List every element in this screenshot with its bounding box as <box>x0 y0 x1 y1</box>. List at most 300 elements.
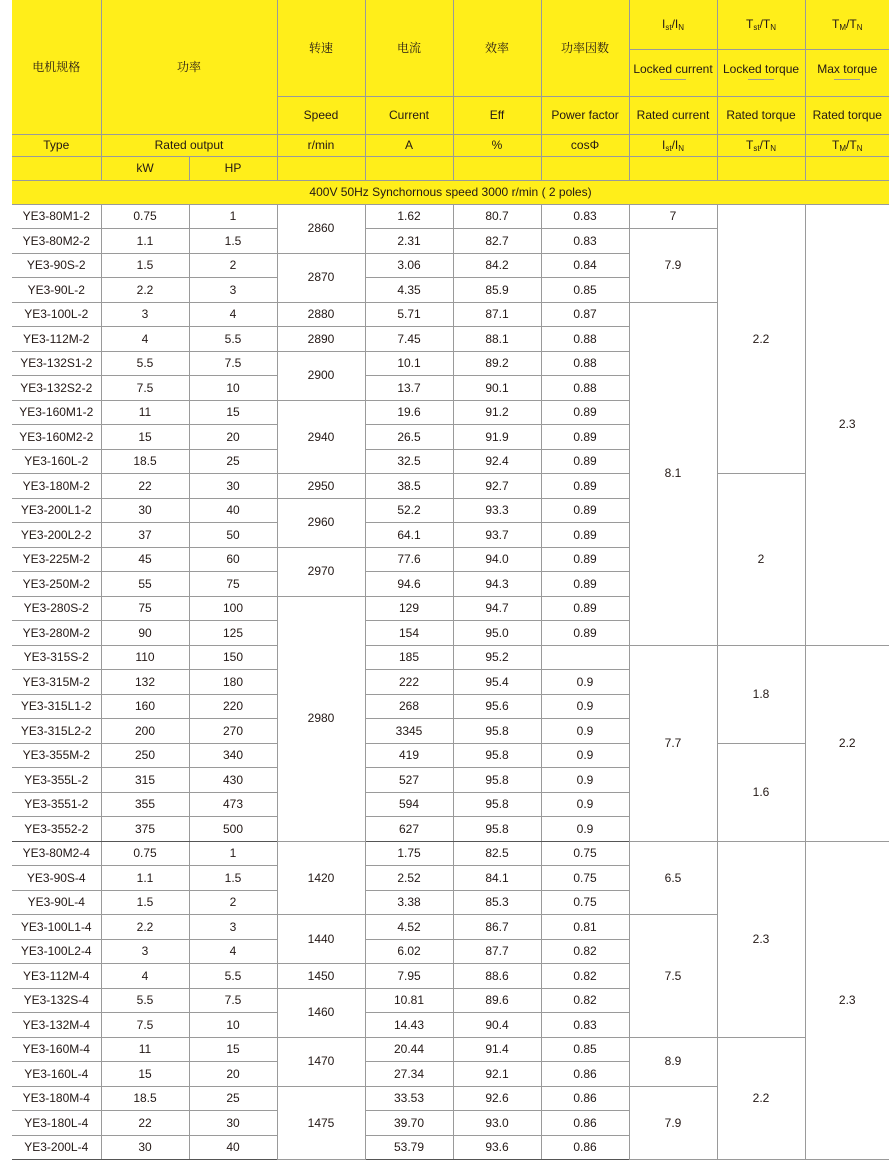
header-eff-en: Eff <box>453 96 541 134</box>
cell-hp: 1.5 <box>189 866 277 891</box>
cell-hp: 5.5 <box>189 327 277 352</box>
cell-kw: 250 <box>101 743 189 768</box>
cell-speed: 1450 <box>277 964 365 989</box>
cell-current: 20.44 <box>365 1037 453 1062</box>
cell-hp: 125 <box>189 621 277 646</box>
header-blank <box>541 156 629 180</box>
cell-kw: 7.5 <box>101 376 189 401</box>
cell-max-torque: 2.3 <box>805 204 889 645</box>
cell-model: YE3-180L-4 <box>12 1111 101 1136</box>
cell-hp: 10 <box>189 376 277 401</box>
cell-locked-torque: 1.6 <box>717 743 805 841</box>
cell-hp: 5.5 <box>189 964 277 989</box>
cell-model: YE3-160M-4 <box>12 1037 101 1062</box>
cell-eff: 89.6 <box>453 988 541 1013</box>
cell-current: 7.95 <box>365 964 453 989</box>
header-rated-torque-max: Rated torque <box>805 96 889 134</box>
header-blank <box>805 156 889 180</box>
cell-kw: 1.5 <box>101 890 189 915</box>
cell-model: YE3-80M2-2 <box>12 229 101 254</box>
cell-power-factor: 0.9 <box>541 792 629 817</box>
cell-locked-torque: 1.8 <box>717 645 805 743</box>
cell-eff: 86.7 <box>453 915 541 940</box>
cell-eff: 88.6 <box>453 964 541 989</box>
cell-power-factor: 0.75 <box>541 866 629 891</box>
cell-eff: 95.8 <box>453 792 541 817</box>
cell-hp: 25 <box>189 1086 277 1111</box>
cell-model: YE3-200L-4 <box>12 1135 101 1160</box>
cell-current: 64.1 <box>365 523 453 548</box>
cell-eff: 95.4 <box>453 670 541 695</box>
table-row <box>12 841 889 866</box>
cell-hp: 340 <box>189 743 277 768</box>
cell-model: YE3-200L1-2 <box>12 498 101 523</box>
cell-eff: 93.6 <box>453 1135 541 1160</box>
cell-model: YE3-160M2-2 <box>12 425 101 450</box>
cell-hp: 40 <box>189 498 277 523</box>
cell-kw: 1.5 <box>101 253 189 278</box>
cell-eff: 95.8 <box>453 817 541 842</box>
cell-current: 10.81 <box>365 988 453 1013</box>
cell-model: YE3-132S2-2 <box>12 376 101 401</box>
cell-current: 185 <box>365 645 453 670</box>
cell-current: 77.6 <box>365 547 453 572</box>
cell-eff: 91.4 <box>453 1037 541 1062</box>
cell-current: 53.79 <box>365 1135 453 1160</box>
cell-hp: 20 <box>189 425 277 450</box>
cell-kw: 355 <box>101 792 189 817</box>
cell-eff: 85.9 <box>453 278 541 303</box>
cell-current: 627 <box>365 817 453 842</box>
cell-model: YE3-180M-2 <box>12 474 101 499</box>
cell-speed: 2960 <box>277 498 365 547</box>
cell-kw: 110 <box>101 645 189 670</box>
cell-kw: 90 <box>101 621 189 646</box>
header-blank <box>453 156 541 180</box>
header-blank <box>629 156 717 180</box>
cell-kw: 3 <box>101 302 189 327</box>
cell-current: 4.52 <box>365 915 453 940</box>
cell-hp: 220 <box>189 694 277 719</box>
cell-kw: 200 <box>101 719 189 744</box>
cell-kw: 18.5 <box>101 449 189 474</box>
cell-eff: 92.6 <box>453 1086 541 1111</box>
cell-model: YE3-112M-4 <box>12 964 101 989</box>
cell-current: 5.71 <box>365 302 453 327</box>
cell-kw: 4 <box>101 964 189 989</box>
header-eff-unit: % <box>453 134 541 156</box>
table-row <box>12 1037 889 1062</box>
header-current-en: Current <box>365 96 453 134</box>
cell-locked-current: 7.9 <box>629 229 717 303</box>
cell-current: 26.5 <box>365 425 453 450</box>
cell-model: YE3-90S-4 <box>12 866 101 891</box>
speed-band: 400V 50Hz Synchornous speed 3000 r/min ( 2 poles) <box>12 180 889 204</box>
cell-power-factor: 0.89 <box>541 547 629 572</box>
cell-power-factor: 0.88 <box>541 376 629 401</box>
cell-kw: 11 <box>101 400 189 425</box>
cell-eff: 95.8 <box>453 719 541 744</box>
cell-eff: 93.3 <box>453 498 541 523</box>
table-body <box>12 204 889 1160</box>
motor-spec-table <box>12 0 889 1160</box>
header-speed-en: Speed <box>277 96 365 134</box>
cell-power-factor: 0.82 <box>541 939 629 964</box>
cell-eff: 94.7 <box>453 596 541 621</box>
cell-hp: 150 <box>189 645 277 670</box>
cell-locked-torque: 2.2 <box>717 1037 805 1160</box>
cell-kw: 15 <box>101 1062 189 1087</box>
cell-eff: 94.3 <box>453 572 541 597</box>
cell-speed: 1440 <box>277 915 365 964</box>
cell-model: YE3-160M1-2 <box>12 400 101 425</box>
header-locked-torque: Locked torque <box>717 49 805 96</box>
header-blank <box>277 156 365 180</box>
cell-current: 39.70 <box>365 1111 453 1136</box>
cell-model: YE3-90L-4 <box>12 890 101 915</box>
cell-eff: 89.2 <box>453 351 541 376</box>
cell-current: 19.6 <box>365 400 453 425</box>
cell-kw: 2.2 <box>101 278 189 303</box>
cell-current: 27.34 <box>365 1062 453 1087</box>
cell-eff: 91.9 <box>453 425 541 450</box>
cell-power-factor: 0.83 <box>541 1013 629 1038</box>
cell-eff: 85.3 <box>453 890 541 915</box>
cell-power-factor: 0.89 <box>541 425 629 450</box>
cell-power-factor: 0.89 <box>541 596 629 621</box>
cell-power-factor: 0.86 <box>541 1086 629 1111</box>
cell-power-factor: 0.86 <box>541 1135 629 1160</box>
cell-eff: 92.4 <box>453 449 541 474</box>
cell-power-factor: 0.85 <box>541 1037 629 1062</box>
cell-model: YE3-80M1-2 <box>12 204 101 229</box>
cell-kw: 5.5 <box>101 351 189 376</box>
cell-kw: 75 <box>101 596 189 621</box>
cell-locked-current: 8.9 <box>629 1037 717 1086</box>
cell-hp: 3 <box>189 278 277 303</box>
cell-power-factor: 0.88 <box>541 351 629 376</box>
cell-kw: 315 <box>101 768 189 793</box>
cell-locked-torque: 2 <box>717 474 805 646</box>
cell-kw: 22 <box>101 1111 189 1136</box>
cell-kw: 30 <box>101 1135 189 1160</box>
cell-locked-torque: 2.2 <box>717 204 805 474</box>
cell-current: 33.53 <box>365 1086 453 1111</box>
cell-model: YE3-355M-2 <box>12 743 101 768</box>
cell-power-factor: 0.83 <box>541 204 629 229</box>
cell-current: 1.62 <box>365 204 453 229</box>
cell-hp: 10 <box>189 1013 277 1038</box>
cell-model: YE3-280S-2 <box>12 596 101 621</box>
header-tm-unit: TM/TN <box>805 134 889 156</box>
cell-eff: 84.1 <box>453 866 541 891</box>
cell-power-factor: 0.9 <box>541 719 629 744</box>
cell-current: 38.5 <box>365 474 453 499</box>
cell-current: 6.02 <box>365 939 453 964</box>
cell-eff: 95.2 <box>453 645 541 670</box>
cell-hp: 7.5 <box>189 988 277 1013</box>
cell-hp: 30 <box>189 1111 277 1136</box>
header-speed-cn: 转速 <box>277 0 365 96</box>
cell-hp: 4 <box>189 302 277 327</box>
cell-locked-current: 7 <box>629 204 717 229</box>
cell-power-factor: 0.83 <box>541 229 629 254</box>
cell-locked-current: 7.7 <box>629 645 717 841</box>
header-blank <box>717 156 805 180</box>
cell-model: YE3-280M-2 <box>12 621 101 646</box>
cell-eff: 82.7 <box>453 229 541 254</box>
cell-eff: 95.8 <box>453 768 541 793</box>
cell-kw: 160 <box>101 694 189 719</box>
cell-speed: 1460 <box>277 988 365 1037</box>
cell-hp: 60 <box>189 547 277 572</box>
cell-eff: 88.1 <box>453 327 541 352</box>
cell-current: 527 <box>365 768 453 793</box>
table-row <box>12 204 889 229</box>
header-max-torque: Max torque <box>805 49 889 96</box>
cell-hp: 500 <box>189 817 277 842</box>
cell-eff: 93.7 <box>453 523 541 548</box>
cell-locked-torque: 2.3 <box>717 841 805 1037</box>
cell-kw: 7.5 <box>101 1013 189 1038</box>
cell-speed: 2880 <box>277 302 365 327</box>
cell-hp: 25 <box>189 449 277 474</box>
cell-power-factor: 0.82 <box>541 988 629 1013</box>
cell-hp: 7.5 <box>189 351 277 376</box>
cell-hp: 1 <box>189 204 277 229</box>
cell-current: 13.7 <box>365 376 453 401</box>
header-pf-unit: cosΦ <box>541 134 629 156</box>
cell-current: 1.75 <box>365 841 453 866</box>
cell-eff: 90.1 <box>453 376 541 401</box>
cell-model: YE3-180M-4 <box>12 1086 101 1111</box>
header-tst-unit: Tst/TN <box>717 134 805 156</box>
cell-power-factor: 0.86 <box>541 1111 629 1136</box>
cell-speed: 1420 <box>277 841 365 915</box>
cell-power-factor: 0.75 <box>541 890 629 915</box>
table-row <box>12 743 889 768</box>
header-tst-top: Tst/TN <box>717 0 805 49</box>
cell-kw: 1.1 <box>101 229 189 254</box>
cell-power-factor: 0.9 <box>541 817 629 842</box>
cell-eff: 92.1 <box>453 1062 541 1087</box>
cell-power-factor: 0.86 <box>541 1062 629 1087</box>
header-locked-current: Locked current <box>629 49 717 96</box>
cell-speed: 2980 <box>277 596 365 841</box>
cell-speed: 2890 <box>277 327 365 352</box>
cell-hp: 3 <box>189 915 277 940</box>
cell-hp: 180 <box>189 670 277 695</box>
cell-current: 419 <box>365 743 453 768</box>
cell-kw: 45 <box>101 547 189 572</box>
cell-kw: 132 <box>101 670 189 695</box>
cell-power-factor: 0.87 <box>541 302 629 327</box>
cell-power-factor: 0.88 <box>541 327 629 352</box>
cell-model: YE3-112M-2 <box>12 327 101 352</box>
cell-speed: 2860 <box>277 204 365 253</box>
cell-eff: 95.8 <box>453 743 541 768</box>
cell-model: YE3-315L2-2 <box>12 719 101 744</box>
cell-locked-current: 8.1 <box>629 302 717 645</box>
header-model-cn: 电机规格 <box>12 0 101 134</box>
cell-kw: 2.2 <box>101 915 189 940</box>
header-ist-top: Ist/IN <box>629 0 717 49</box>
cell-hp: 270 <box>189 719 277 744</box>
cell-power-factor: 0.9 <box>541 743 629 768</box>
cell-current: 268 <box>365 694 453 719</box>
cell-kw: 22 <box>101 474 189 499</box>
cell-model: YE3-355L-2 <box>12 768 101 793</box>
header-blank <box>365 156 453 180</box>
cell-hp: 40 <box>189 1135 277 1160</box>
cell-hp: 430 <box>189 768 277 793</box>
cell-power-factor: 0.81 <box>541 915 629 940</box>
cell-hp: 15 <box>189 1037 277 1062</box>
header-type-en: Type <box>12 134 101 156</box>
cell-eff: 95.0 <box>453 621 541 646</box>
cell-hp: 50 <box>189 523 277 548</box>
cell-speed: 2870 <box>277 253 365 302</box>
header-hp: HP <box>189 156 277 180</box>
cell-current: 3.38 <box>365 890 453 915</box>
cell-kw: 4 <box>101 327 189 352</box>
cell-current: 2.52 <box>365 866 453 891</box>
cell-eff: 91.2 <box>453 400 541 425</box>
cell-hp: 473 <box>189 792 277 817</box>
cell-model: YE3-250M-2 <box>12 572 101 597</box>
cell-speed: 1470 <box>277 1037 365 1086</box>
cell-speed: 2950 <box>277 474 365 499</box>
cell-model: YE3-3551-2 <box>12 792 101 817</box>
cell-eff: 80.7 <box>453 204 541 229</box>
cell-power-factor: 0.89 <box>541 474 629 499</box>
cell-kw: 0.75 <box>101 204 189 229</box>
cell-model: YE3-200L2-2 <box>12 523 101 548</box>
header-power-cn: 功率 <box>101 0 277 134</box>
cell-current: 14.43 <box>365 1013 453 1038</box>
cell-current: 594 <box>365 792 453 817</box>
cell-kw: 375 <box>101 817 189 842</box>
header-pf-cn: 功率因数 <box>541 0 629 96</box>
header-tm-top: TM/TN <box>805 0 889 49</box>
table-row <box>12 645 889 670</box>
cell-hp: 2 <box>189 890 277 915</box>
cell-power-factor: 0.82 <box>541 964 629 989</box>
header-kw: kW <box>101 156 189 180</box>
cell-hp: 30 <box>189 474 277 499</box>
cell-model: YE3-100L-2 <box>12 302 101 327</box>
table-row <box>12 474 889 499</box>
cell-speed: 2940 <box>277 400 365 474</box>
cell-power-factor: 0.84 <box>541 253 629 278</box>
cell-locked-current: 6.5 <box>629 841 717 915</box>
header-pf-en: Power factor <box>541 96 629 134</box>
header-rated-output: Rated output <box>101 134 277 156</box>
cell-eff: 94.0 <box>453 547 541 572</box>
header-speed-unit: r/min <box>277 134 365 156</box>
cell-locked-current: 7.5 <box>629 915 717 1038</box>
cell-power-factor: 0.9 <box>541 670 629 695</box>
cell-hp: 2 <box>189 253 277 278</box>
cell-model: YE3-90L-2 <box>12 278 101 303</box>
cell-current: 32.5 <box>365 449 453 474</box>
cell-kw: 11 <box>101 1037 189 1062</box>
cell-kw: 30 <box>101 498 189 523</box>
cell-current: 222 <box>365 670 453 695</box>
cell-speed: 2900 <box>277 351 365 400</box>
cell-power-factor: 0.89 <box>541 498 629 523</box>
cell-model: YE3-160L-2 <box>12 449 101 474</box>
cell-max-torque: 2.3 <box>805 841 889 1160</box>
cell-kw: 0.75 <box>101 841 189 866</box>
cell-power-factor: 0.89 <box>541 400 629 425</box>
cell-kw: 55 <box>101 572 189 597</box>
cell-eff: 93.0 <box>453 1111 541 1136</box>
cell-hp: 1 <box>189 841 277 866</box>
header-eff-cn: 效率 <box>453 0 541 96</box>
cell-model: YE3-80M2-4 <box>12 841 101 866</box>
cell-kw: 18.5 <box>101 1086 189 1111</box>
cell-kw: 15 <box>101 425 189 450</box>
cell-locked-current: 7.9 <box>629 1086 717 1160</box>
cell-power-factor: 0.9 <box>541 694 629 719</box>
cell-eff: 87.1 <box>453 302 541 327</box>
cell-current: 154 <box>365 621 453 646</box>
cell-speed: 1475 <box>277 1086 365 1160</box>
cell-kw: 37 <box>101 523 189 548</box>
cell-power-factor: 0.75 <box>541 841 629 866</box>
cell-model: YE3-132S-4 <box>12 988 101 1013</box>
cell-hp: 1.5 <box>189 229 277 254</box>
header-rated-current: Rated current <box>629 96 717 134</box>
cell-model: YE3-315M-2 <box>12 670 101 695</box>
cell-current: 10.1 <box>365 351 453 376</box>
cell-current: 7.45 <box>365 327 453 352</box>
cell-kw: 1.1 <box>101 866 189 891</box>
header-blank <box>12 156 101 180</box>
cell-power-factor: 0.9 <box>541 768 629 793</box>
cell-power-factor <box>541 645 629 670</box>
cell-model: YE3-315S-2 <box>12 645 101 670</box>
cell-model: YE3-132S1-2 <box>12 351 101 376</box>
cell-current: 129 <box>365 596 453 621</box>
cell-current: 3.06 <box>365 253 453 278</box>
cell-current: 2.31 <box>365 229 453 254</box>
cell-model: YE3-90S-2 <box>12 253 101 278</box>
header-current-cn: 电流 <box>365 0 453 96</box>
cell-eff: 82.5 <box>453 841 541 866</box>
cell-kw: 5.5 <box>101 988 189 1013</box>
cell-current: 3345 <box>365 719 453 744</box>
cell-eff: 90.4 <box>453 1013 541 1038</box>
cell-hp: 15 <box>189 400 277 425</box>
cell-kw: 3 <box>101 939 189 964</box>
cell-eff: 84.2 <box>453 253 541 278</box>
cell-speed: 2970 <box>277 547 365 596</box>
cell-hp: 75 <box>189 572 277 597</box>
cell-model: YE3-3552-2 <box>12 817 101 842</box>
cell-power-factor: 0.89 <box>541 572 629 597</box>
cell-eff: 95.6 <box>453 694 541 719</box>
cell-hp: 100 <box>189 596 277 621</box>
cell-power-factor: 0.89 <box>541 621 629 646</box>
header-ist-unit: Ist/IN <box>629 134 717 156</box>
cell-current: 52.2 <box>365 498 453 523</box>
cell-model: YE3-315L1-2 <box>12 694 101 719</box>
cell-current: 94.6 <box>365 572 453 597</box>
cell-eff: 87.7 <box>453 939 541 964</box>
cell-model: YE3-100L2-4 <box>12 939 101 964</box>
